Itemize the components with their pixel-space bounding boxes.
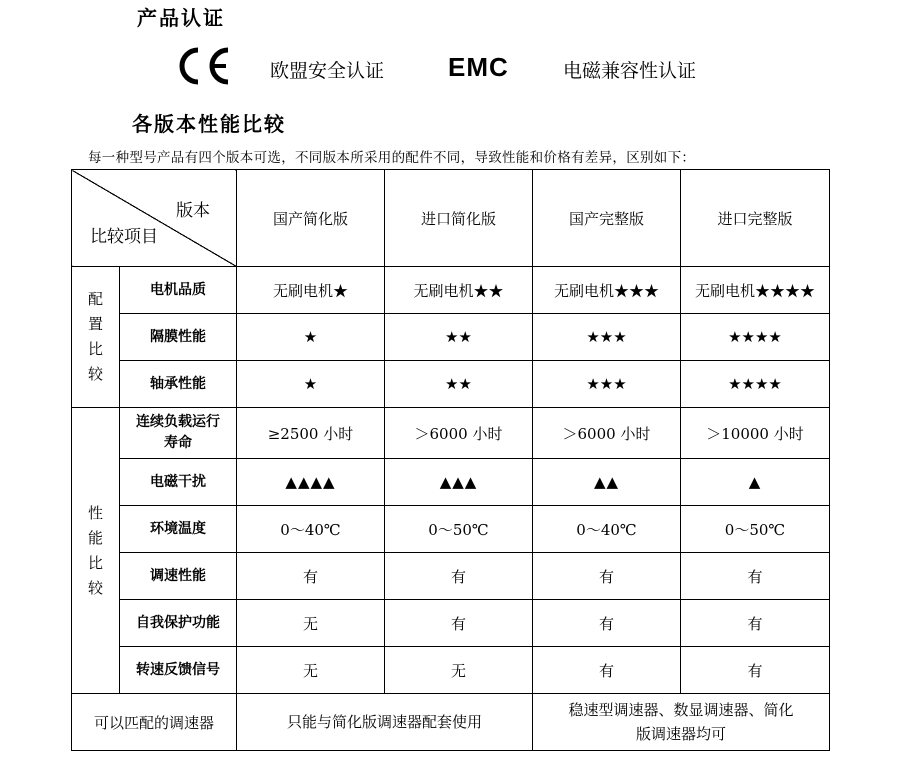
item-label: 连续负载运行 寿命 [120,408,237,459]
compat-simplified: 只能与简化版调速器配套使用 [237,694,533,751]
item-label: 调速性能 [120,553,237,600]
table-cell: ＞10000 小时 [681,408,830,459]
compat-label: 可以匹配的调速器 [72,694,237,751]
table-cell: ★ [237,314,385,361]
version-header: 国产简化版 [237,170,385,267]
compat-complete: 稳速型调速器、数显调速器、简化 版调速器均可 [533,694,830,751]
table-cell: 有 [237,553,385,600]
table-cell: 0～50℃ [385,506,533,553]
table-cell: 有 [533,647,681,694]
comparison-heading: 各版本性能比较 [132,112,286,136]
table-row [72,647,830,694]
table-header-row [72,170,830,267]
table-cell: ★★★★ [681,314,830,361]
ce-mark-icon [176,46,234,86]
item-label: 隔膜性能 [120,314,237,361]
table-cell: 有 [681,647,830,694]
version-header: 进口简化版 [385,170,533,267]
table-cell: 有 [681,600,830,647]
item-label: 电磁干扰 [120,459,237,506]
table-row [72,267,830,314]
table-cell: 无 [237,647,385,694]
group-label-config: 配 置 比 较 [72,267,120,408]
table-cell: ≥2500 小时 [237,408,385,459]
table-cell: 有 [385,553,533,600]
version-header: 国产完整版 [533,170,681,267]
table-cell: ★★★ [533,314,681,361]
group-label-performance: 性 能 比 较 [72,408,120,694]
table-cell: ▲ [681,459,830,506]
ce-cert-label: 欧盟安全认证 [270,60,385,82]
table-cell: 无刷电机★★★★ [681,267,830,314]
table-cell: ★★★ [533,361,681,408]
table-cell: ★ [237,361,385,408]
corner-version-label: 版本 [176,201,210,221]
table-cell: 有 [533,553,681,600]
table-cell: 无刷电机★★ [385,267,533,314]
compat-row [72,694,830,751]
item-label: 转速反馈信号 [120,647,237,694]
table-cell: 无 [385,647,533,694]
intro-text: 每一种型号产品有四个版本可选，不同版本所采用的配件不同，导致性能和价格有差异，区别如下： [88,150,696,166]
corner-item-label: 比较项目 [90,227,158,247]
table-cell: 有 [385,600,533,647]
table-row [72,314,830,361]
emc-cert-label: 电磁兼容性认证 [563,60,697,82]
table-cell: ★★ [385,361,533,408]
table-cell: 有 [681,553,830,600]
table-cell: ▲▲ [533,459,681,506]
table-cell: ▲▲▲ [385,459,533,506]
table-row [72,459,830,506]
table-cell: ▲▲▲▲ [237,459,385,506]
table-cell: ★★ [385,314,533,361]
item-label: 自我保护功能 [120,600,237,647]
certification-row [170,44,870,92]
table-row [72,408,830,459]
corner-header-cell [72,170,237,267]
table-cell: 0～40℃ [237,506,385,553]
table-cell: 有 [533,600,681,647]
table-cell: 无 [237,600,385,647]
table-row [72,553,830,600]
table-row [72,361,830,408]
table-cell: 无刷电机★★★ [533,267,681,314]
version-header: 进口完整版 [681,170,830,267]
table-cell: ★★★★ [681,361,830,408]
table-cell: 0～50℃ [681,506,830,553]
table-cell: 无刷电机★ [237,267,385,314]
table-cell: ＞6000 小时 [533,408,681,459]
item-label: 环境温度 [120,506,237,553]
item-label: 轴承性能 [120,361,237,408]
emc-logo: EMC [448,52,509,82]
table-row [72,600,830,647]
version-comparison-table [71,169,830,751]
table-row [72,506,830,553]
item-label: 电机品质 [120,267,237,314]
certification-heading: 产品认证 [137,6,225,30]
table-cell: 0～40℃ [533,506,681,553]
table-cell: ＞6000 小时 [385,408,533,459]
